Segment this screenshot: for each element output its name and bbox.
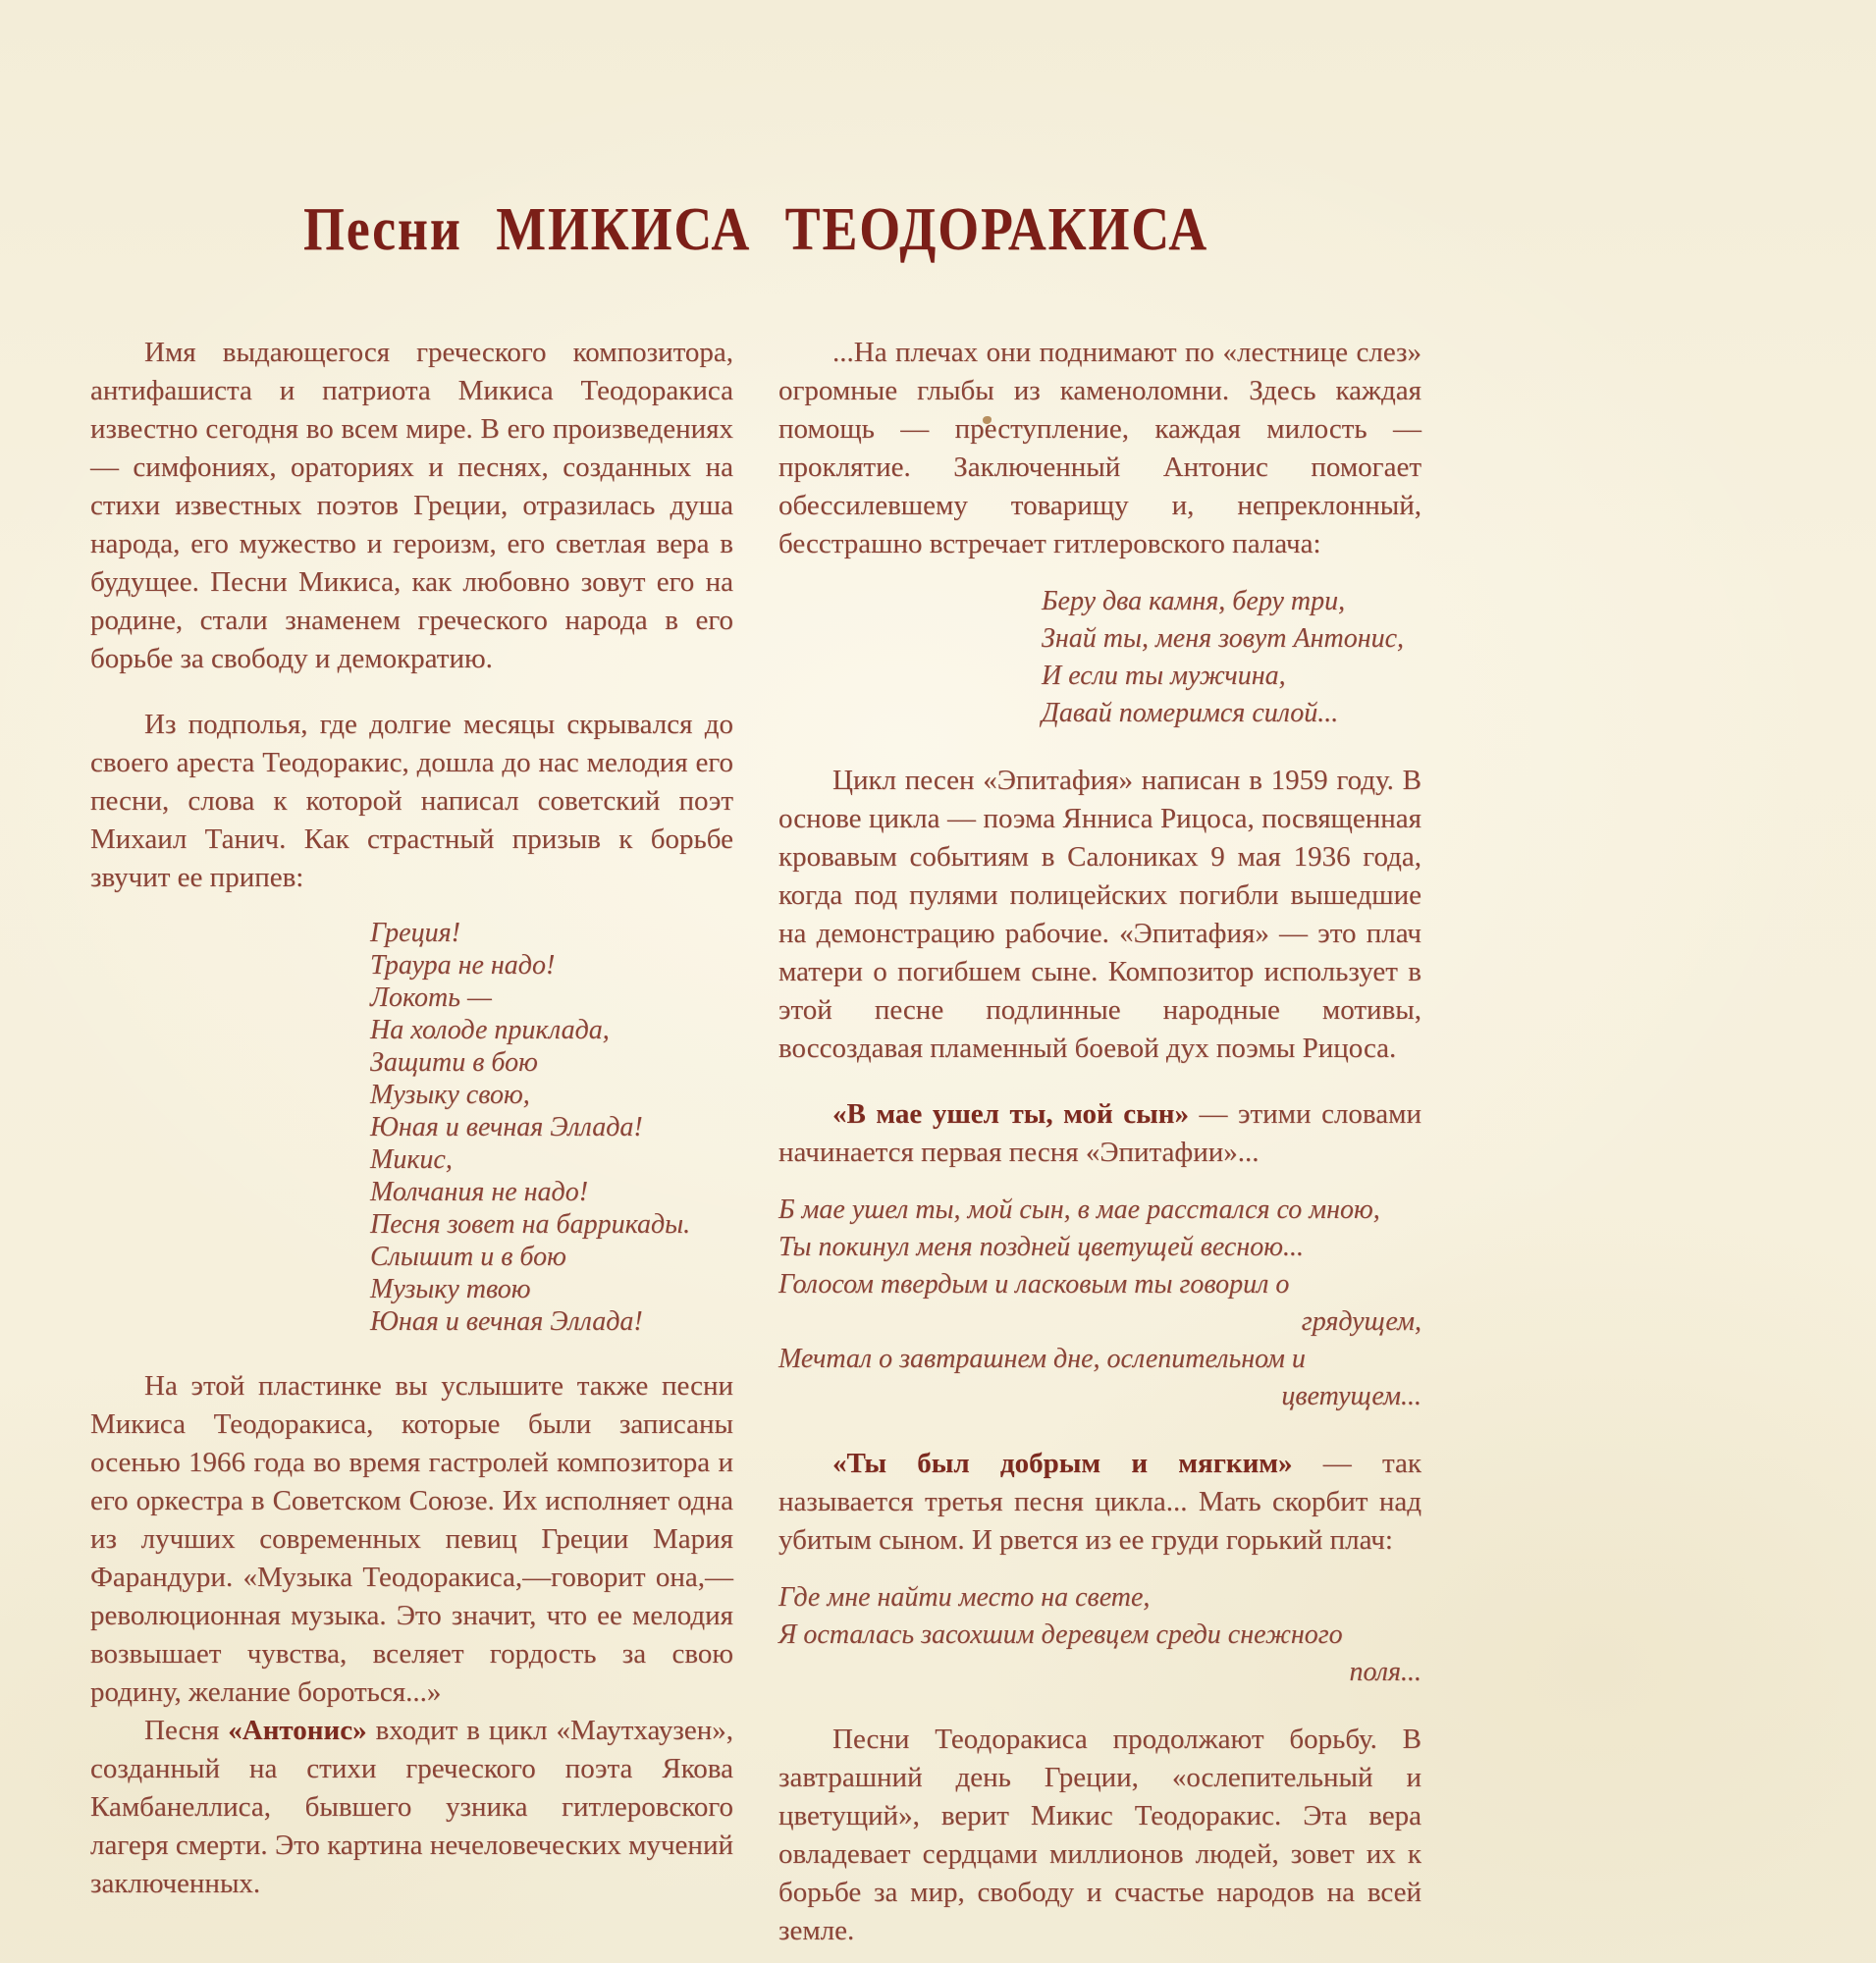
poem-line: Где мне найти место на свете, bbox=[778, 1582, 1151, 1613]
paragraph-first-song-rest: — этими словами начинается первая песня «Эпитафии»... bbox=[778, 1098, 1421, 1168]
poem-line: Микис, bbox=[370, 1144, 453, 1175]
poem-line: грядущем, bbox=[1301, 1306, 1421, 1337]
poem-line: Я осталась засохшим деревцем среди снежного bbox=[778, 1619, 1343, 1650]
two-column-text bbox=[90, 334, 1421, 1950]
poem-line: поля... bbox=[1349, 1657, 1421, 1687]
poem-line: цветущем... bbox=[1281, 1381, 1421, 1411]
left-column bbox=[90, 334, 733, 1950]
paragraph-antonis bbox=[90, 1712, 733, 1903]
song-title-antonis: «Антонис» bbox=[228, 1715, 367, 1746]
poem-line: Защити в бою bbox=[370, 1047, 538, 1078]
paragraph-first-song bbox=[778, 1095, 1421, 1172]
poem-line: Песня зовет на баррикады. bbox=[370, 1209, 691, 1240]
poem-line: Слышит и в бою bbox=[370, 1242, 566, 1272]
paragraph-antonis-rest: входит в цикл «Маутхаузен», созданный на стихи греческого поэта Якова Камбанеллиса, бывшего узника гитлеровского лагеря смерти. Это картина нечеловеческих мучений заключенных. bbox=[90, 1715, 733, 1899]
song-title-dobrym: «Ты был добрым и мягким» bbox=[832, 1448, 1293, 1479]
poem-line: Юная и вечная Эллада! bbox=[370, 1306, 643, 1337]
poem-line: Молчания не надо! bbox=[370, 1177, 589, 1207]
poem-greece bbox=[370, 917, 733, 1338]
poem-line: Знай ты, меня зовут Антонис, bbox=[1042, 623, 1405, 654]
paragraph-quarry: ...На плечах они поднимают по «лестнице слез» огромные глыбы из каменоломни. Здесь каждая помощь — преступление, каждая милость — проклятие. Заключенный Антонис помогает обессилевшему товарищу и, непреклонный, бесстрашно встречает гитлеровского палача: bbox=[778, 337, 1421, 559]
poem-line: И если ты мужчина, bbox=[1042, 661, 1286, 691]
poem-line: Траура не надо! bbox=[370, 950, 556, 981]
poem-line: Музыку свою, bbox=[370, 1080, 530, 1110]
poem-line: Б мае ушел ты, мой сын, в мае расстался со мною, bbox=[778, 1194, 1380, 1225]
page-title: Песни МИКИСА ТЕОДОРАКИСА bbox=[302, 195, 1209, 264]
poem-antonis bbox=[1042, 583, 1421, 732]
poem-line: Греция! bbox=[370, 918, 460, 948]
right-column bbox=[778, 334, 1421, 1950]
poem-v-mae bbox=[778, 1192, 1421, 1415]
paragraph-underground: Из подполья, где долгие месяцы скрывался до своего ареста Теодоракис, дошла до нас мелодия его песни, слова к которой написал советский поэт Михаил Танич. Как страстный призыв к борьбе звучит ее припев: bbox=[90, 709, 733, 893]
song-title-v-mae: «В мае ушел ты, мой сын» bbox=[832, 1098, 1189, 1130]
content-area bbox=[90, 194, 1421, 1950]
poem-line: Давай померимся силой... bbox=[1042, 698, 1339, 728]
poem-line: Мечтал о завтрашнем дне, ослепительном и bbox=[778, 1344, 1306, 1374]
poem-line: На холоде приклада, bbox=[370, 1015, 610, 1045]
poem-line: Голосом твердым и ласковым ты говорил о bbox=[778, 1269, 1290, 1300]
paragraph-third-song bbox=[778, 1445, 1421, 1560]
poem-gde-mne bbox=[778, 1579, 1421, 1691]
paragraph-third-song-rest: — так называется третья песня цикла... Мать скорбит над убитым сыном. И рвется из ее груди горький плач: bbox=[778, 1448, 1421, 1556]
paragraph-epitafia: Цикл песен «Эпитафия» написан в 1959 году. В основе цикла — поэма Янниса Рицоса, посвященная кровавым событиям в Салониках 9 мая 1936 года, когда под пулями полицейских погибли вышедшие на демонстрацию рабочие. «Эпитафия» — это плач матери о погибшем сыне. Композитор использует в этой песне подлинные народные мотивы, воссоздавая пламенный боевой дух поэмы Рицоса. bbox=[778, 765, 1421, 1064]
poem-line: Музыку твою bbox=[370, 1274, 531, 1304]
paragraph-closing: Песни Теодоракиса продолжают борьбу. В завтрашний день Греции, «ослепительный и цветущий», верит Микис Теодоракис. Эта вера овладевает сердцами миллионов людей, зовет их к борьбе за мир, свободу и счастье народов на всей земле. bbox=[778, 1724, 1421, 1946]
paragraph-intro: Имя выдающегося греческого композитора, антифашиста и патриота Микиса Теодоракиса известно сегодня во всем мире. В его произведениях — симфониях, ораториях и песнях, созданных на стихи известных поэтов Греции, отразилась душа народа, его мужество и героизм, его светлая вера в будущее. Песни Микиса, как любовно зовут его на родине, стали знаменем греческого народа в его борьбе за свободу и демократию. bbox=[90, 337, 733, 674]
poem-line: Ты покинул меня поздней цветущей весною... bbox=[778, 1232, 1304, 1262]
paragraph-record-info: На этой пластинке вы услышите также песни Микиса Теодоракиса, которые были записаны осенью 1966 года во время гастролей композитора и его оркестра в Советском Союзе. Их исполняет одна из лучших современных певиц Греции Мария Фарандури. «Музыка Теодоракиса,—говорит она,— революционная музыка. Это значит, что ее мелодия возвышает чувства, вселяет гордость за свою родину, желание бороться...» bbox=[90, 1370, 733, 1708]
paragraph-antonis-lead: Песня bbox=[144, 1715, 229, 1746]
poem-line: Юная и вечная Эллада! bbox=[370, 1112, 643, 1142]
poem-line: Локоть — bbox=[370, 982, 492, 1013]
poem-line: Беру два камня, беру три, bbox=[1042, 586, 1346, 616]
